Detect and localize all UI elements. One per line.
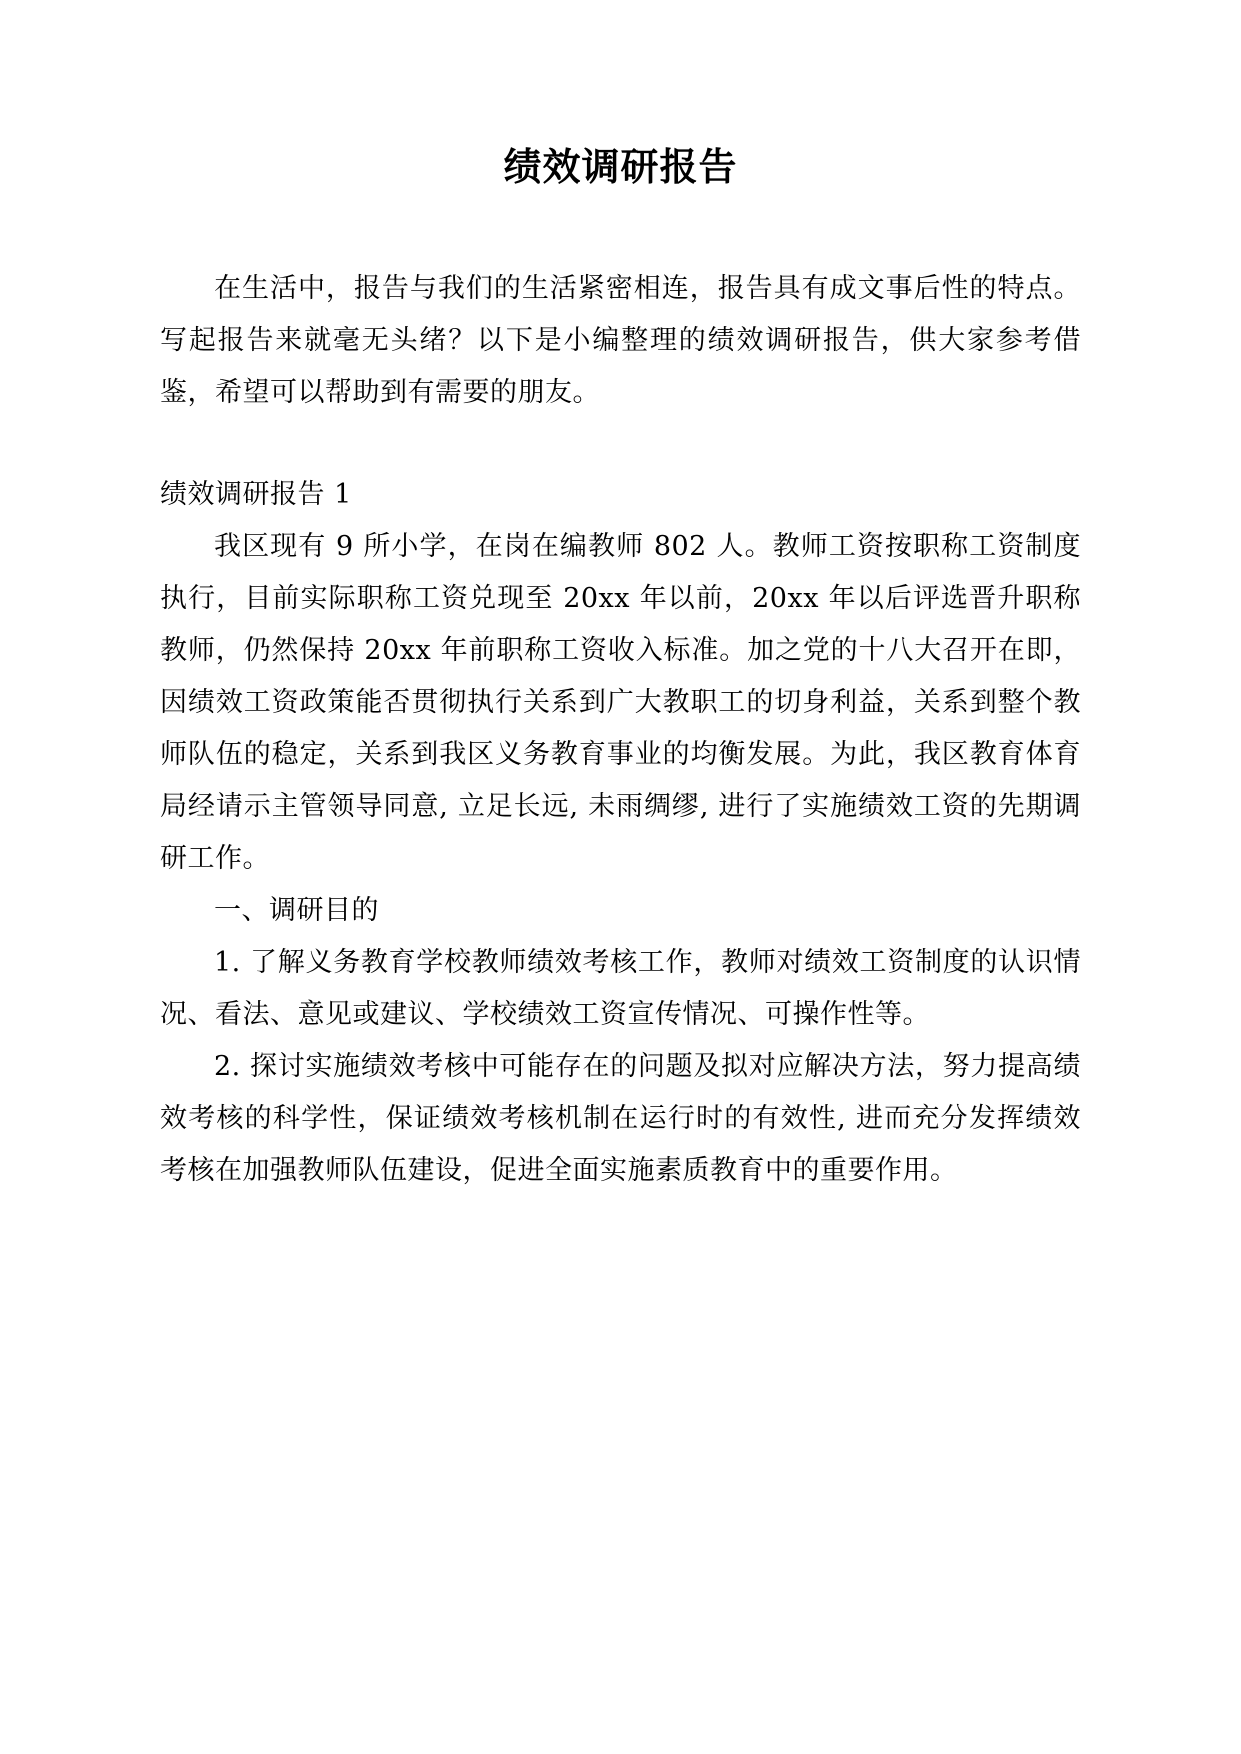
intro-block [160,263,1081,419]
body-paragraph-4: 2. 探讨实施绩效考核中可能存在的问题及拟对应解决方法，努力提高绩效考核的科学性，保证绩效考核机制在运行时的有效性, 进而充分发挥绩效考核在加强教师队伍建设，促进全面实施素质教育中的重要作用。 [160,1051,1081,1187]
section-heading: 绩效调研报告 1 [160,479,352,511]
body-paragraph-3: 1. 了解义务教育学校教师绩效考核工作，教师对绩效工资制度的认识情况、看法、意见或建议、学校绩效工资宣传情况、可操作性等。 [160,947,1081,1031]
body-paragraph-2: 一、调研目的 [214,895,379,927]
page-title: 绩效调研报告 [503,144,738,189]
body-paragraph-1: 我区现有 9 所小学，在岗在编教师 802 人。教师工资按职称工资制度执行，目前实际职称工资兑现至 20xx 年以前，20xx 年以后评选晋升职称教师，仍然保持 20xx 年前职称工资收入标准。加之党的十八大召开在即，因绩效工资政策能否贯彻执行关系到广大教职工的切身利益，关系到整个教师队伍的稳定，关系到我区义务教育事业的均衡发展。为此，我区教育体育局经请示主管领导同意, 立足长远, 未雨绸缪, 进行了实施绩效工资的先期调研工作。 [160,531,1081,875]
intro-paragraph: 在生活中，报告与我们的生活紧密相连，报告具有成文事后性的特点。写起报告来就毫无头绪？以下是小编整理的绩效调研报告，供大家参考借鉴，希望可以帮助到有需要的朋友。 [160,273,1081,409]
spacer [160,419,1081,469]
